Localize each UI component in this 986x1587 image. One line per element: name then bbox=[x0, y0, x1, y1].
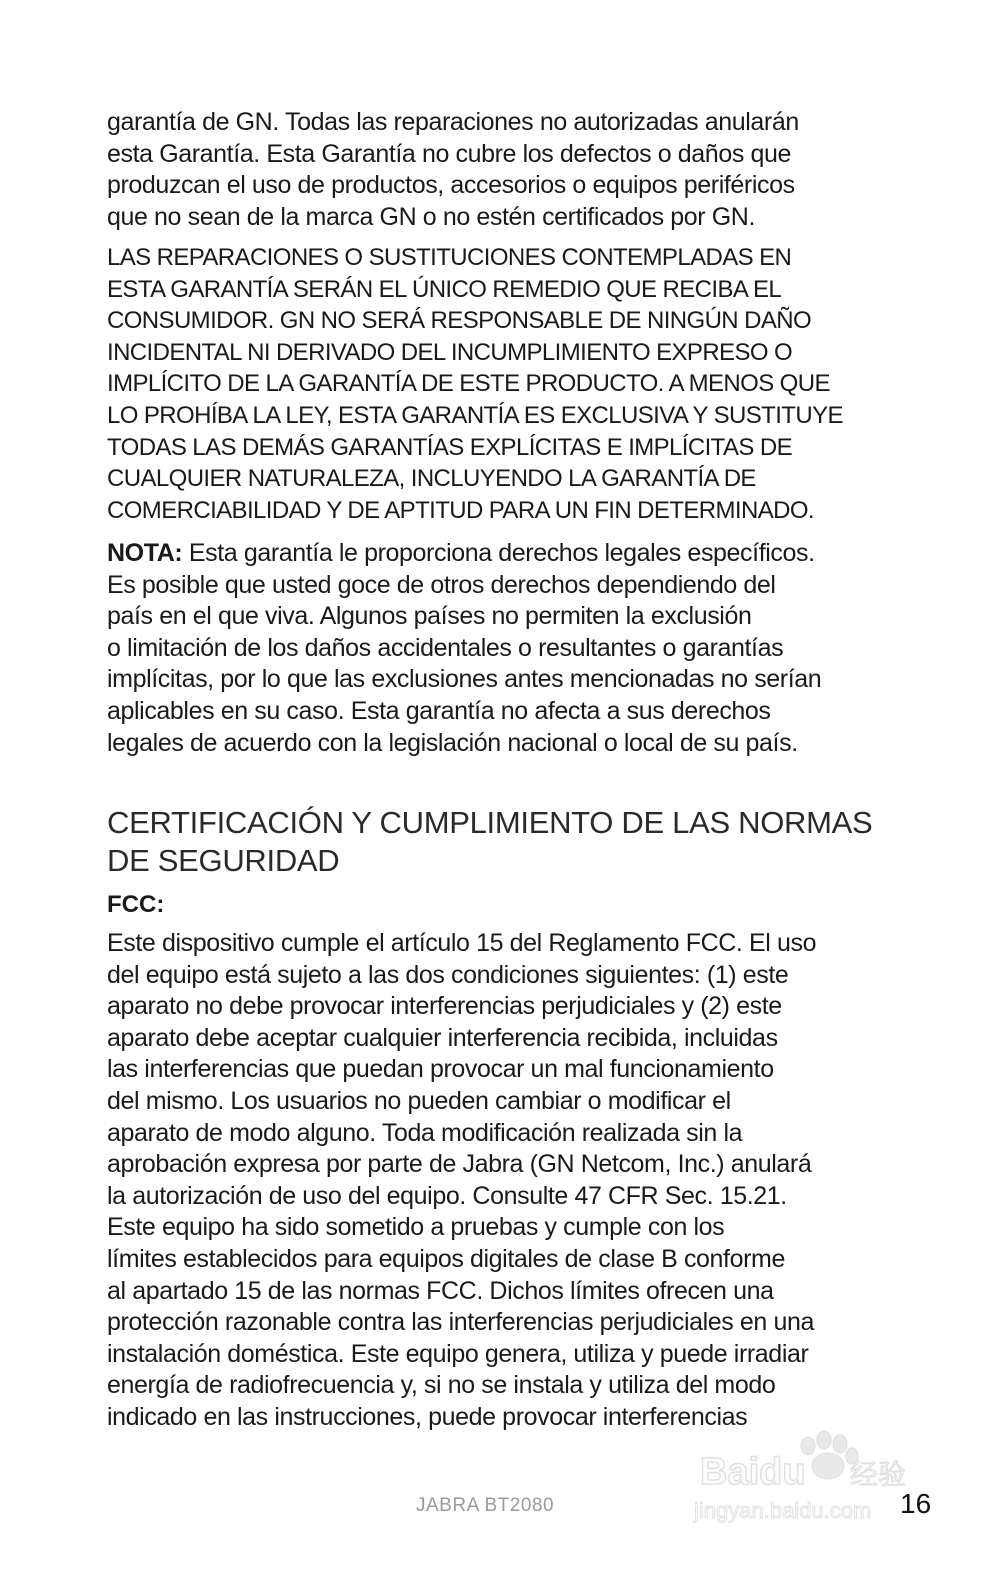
text-line: LAS REPARACIONES O SUSTITUCIONES CONTEMPLADAS EN bbox=[107, 244, 792, 271]
text-line: límites establecidos para equipos digitales de clase B conforme bbox=[107, 1244, 785, 1273]
heading-line: DE SEGURIDAD bbox=[107, 843, 340, 878]
text-line: esta Garantía. Esta Garantía no cubre los defectos o daños que bbox=[107, 139, 791, 168]
text-line: garantía de GN. Todas las reparaciones no autorizadas anularán bbox=[107, 108, 799, 136]
text-line: aparato debe aceptar cualquier interferencia recibida, incluidas bbox=[107, 1023, 778, 1052]
text-line: INCIDENTAL NI DERIVADO DEL INCUMPLIMIENTO EXPRESO O bbox=[107, 338, 793, 366]
text-line: que no sean de la marca GN o no estén certificados por GN. bbox=[107, 202, 755, 231]
footer-model: JABRA BT2080 bbox=[416, 1495, 555, 1516]
text-line: produzcan el uso de productos, accesorios o equipos periféricos bbox=[107, 171, 795, 200]
text-line: ESTA GARANTÍA SERÁN EL ÚNICO REMEDIO QUE RECIBA EL bbox=[107, 275, 782, 303]
text-line: o limitación de los daños accidentales o resultantes o garantías bbox=[107, 633, 784, 662]
note-first-line-text: Esta garantía le proporciona derechos legales específicos. bbox=[182, 539, 815, 567]
baidu-jingyan-watermark-icon bbox=[690, 1420, 920, 1530]
text-line: protección razonable contra las interferencias perjudiciales en una bbox=[107, 1308, 814, 1337]
text-line: país en el que viva. Algunos países no permiten la exclusión bbox=[107, 602, 752, 631]
text-line: TODAS LAS DEMÁS GARANTÍAS EXPLÍCITAS E IMPLÍCITAS DE bbox=[107, 433, 792, 461]
watermark-brand: Baidu bbox=[700, 1451, 806, 1493]
text-line: COMERCIABILIDAD Y DE APTITUD PARA UN FIN DETERMINADO. bbox=[107, 496, 814, 524]
heading-line: CERTIFICACIÓN Y CUMPLIMIENTO DE LAS NORMAS bbox=[107, 805, 873, 840]
fcc-label: FCC: bbox=[107, 891, 165, 918]
watermark-url: jingyan.baidu.com bbox=[694, 1498, 872, 1523]
text-line: aprobación expresa por parte de Jabra (GN Netcom, Inc.) anulará bbox=[107, 1150, 812, 1179]
page-number: 16 bbox=[900, 1488, 932, 1519]
text-line: aparato no debe provocar interferencias perjudiciales y (2) este bbox=[107, 992, 782, 1021]
warranty-paragraph-caps bbox=[107, 242, 887, 526]
text-line: del equipo está sujeto a las dos condiciones siguientes: (1) este bbox=[107, 960, 789, 989]
section-heading bbox=[107, 804, 872, 880]
text-line: LO PROHÍBA LA LEY, ESTA GARANTÍA ES EXCLUSIVA Y SUSTITUYE bbox=[107, 401, 843, 429]
text-line: Este equipo ha sido sometido a pruebas y cumple con los bbox=[107, 1213, 725, 1242]
text-line: implícitas, por lo que las exclusiones antes mencionadas no serían bbox=[107, 665, 822, 694]
warranty-paragraph-1 bbox=[107, 107, 887, 233]
fcc-paragraph bbox=[107, 928, 887, 1434]
text-line: del mismo. Los usuarios no pueden cambiar o modificar el bbox=[107, 1086, 731, 1115]
watermark-cn: 经验 bbox=[850, 1458, 907, 1491]
note-paragraph bbox=[107, 538, 887, 759]
text-line: CONSUMIDOR. GN NO SERÁ RESPONSABLE DE NINGÚN DAÑO bbox=[107, 307, 812, 335]
text-line: legales de acuerdo con la legislación nacional o local de su país. bbox=[107, 728, 798, 757]
text-line: aparato de modo alguno. Toda modificación realizada sin la bbox=[107, 1118, 743, 1147]
note-first-line bbox=[107, 538, 887, 570]
text-line: al apartado 15 de las normas FCC. Dichos límites ofrecen una bbox=[107, 1276, 774, 1305]
text-line: CUALQUIER NATURALEZA, INCLUYENDO LA GARANTÍA DE bbox=[107, 465, 756, 493]
text-line: las interferencias que puedan provocar un mal funcionamiento bbox=[107, 1055, 774, 1084]
text-line: Este dispositivo cumple el artículo 15 del Reglamento FCC. El uso bbox=[107, 929, 817, 957]
text-line: Es posible que usted goce de otros derechos dependiendo del bbox=[107, 570, 776, 599]
text-line: IMPLÍCITO DE LA GARANTÍA DE ESTE PRODUCTO. A MENOS QUE bbox=[107, 370, 830, 398]
text-line: aplicables en su caso. Esta garantía no afecta a sus derechos bbox=[107, 696, 771, 725]
text-line: energía de radiofrecuencia y, si no se instala y utiliza del modo bbox=[107, 1371, 776, 1400]
text-line: indicado en las instrucciones, puede provocar interferencias bbox=[107, 1402, 748, 1431]
text-line: instalación doméstica. Este equipo genera, utiliza y puede irradiar bbox=[107, 1339, 809, 1368]
text-line: la autorización de uso del equipo. Consulte 47 CFR Sec. 15.21. bbox=[107, 1181, 787, 1210]
note-label: NOTA: bbox=[107, 539, 183, 567]
